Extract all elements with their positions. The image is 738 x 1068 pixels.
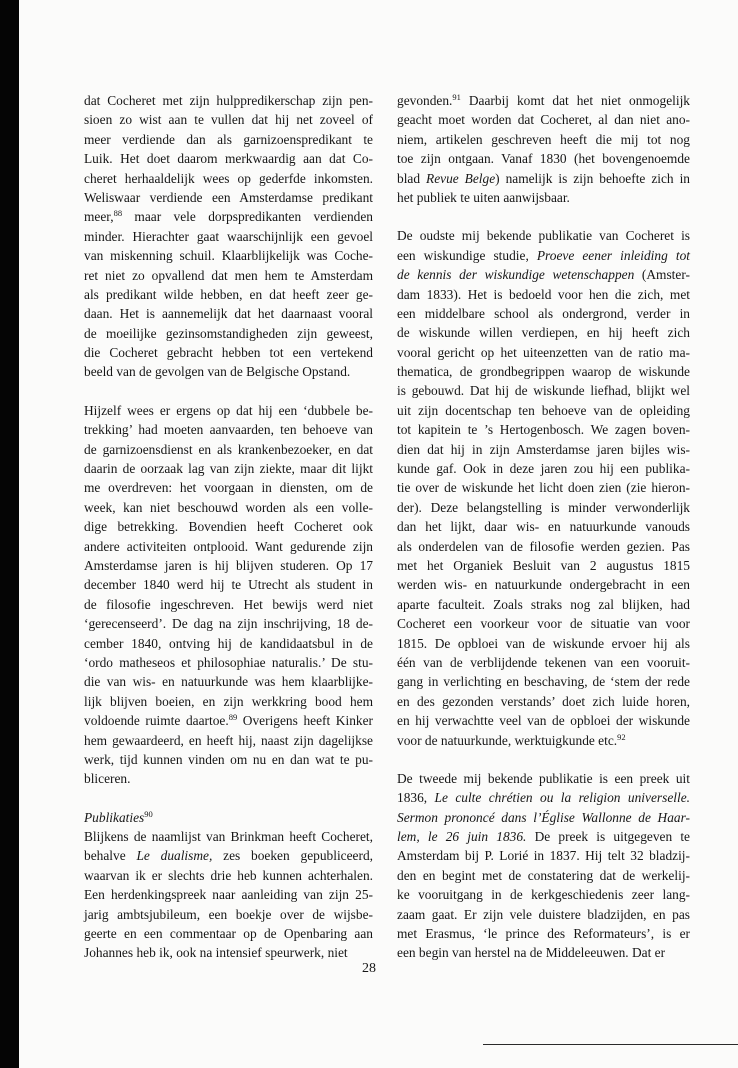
paragraph [84,401,373,789]
footnote-marker: 91 [452,92,461,102]
italic-text: Revue Belge [426,170,496,186]
text-line [84,459,373,478]
text-line [84,304,373,323]
text-run: cheret herhaaldelijk wees op gederfde inkomsten. [84,170,373,186]
italic-text: Le culte chrétien ou la religion universelle. [434,790,690,806]
text-line [397,149,690,168]
text-line [397,401,690,420]
text-run: gang in verlichting en beschaving, de ‘stem der rede [397,674,690,690]
text-line [84,149,373,168]
text-line [397,769,690,788]
text-run: Amsterdam bij P. Lorié in 1837. Hij telt 32 bladzij- [397,848,690,864]
text-run: een begin van herstel na de Middeleeuwen. Dat er [397,945,666,961]
text-line [397,323,690,342]
text-run: Amsterdamse jaren is hij blijven studeren. Op 17 [84,557,373,573]
text-line [84,750,373,769]
text-run: met het Organiek Besluit van 2 augustus 1815 [397,557,690,573]
text-run: gevonden. [397,93,453,108]
text-run: die Cocheret gebracht hebben tot een vertekend [84,345,373,361]
text-line [397,169,690,188]
text-line [84,905,373,924]
text-run: niem, artikelen geschreven heeft die mij tot nog [397,131,690,147]
text-run: waarvan ik er slechts drie heb kunnen achterhalen. [84,867,373,883]
text-line [397,440,690,459]
text-run: is gebouwd. Dat hij de wiskunde liefhad, blijkt wel [397,383,690,399]
text-line [397,846,690,865]
text-run: van miskenning schuil. Klaarblijkelijk was Coche- [84,248,373,264]
text-line [84,246,373,265]
text-line [84,692,373,711]
text-line [84,498,373,517]
text-line [397,459,690,478]
text-run: december 1840 werd hij te Utrecht als student in [84,577,373,593]
text-line [397,808,690,827]
text-line [84,420,373,439]
text-line [84,595,373,614]
text-run: cember 1840, ontving hij de kandidaatsbul in de [84,635,373,651]
text-line [84,866,373,885]
footnote-marker: 90 [144,808,153,819]
italic-text: Le dualisme, [136,848,213,864]
text-run: tot kapitein te ’s Hertogenbosch. We zagen boven- [397,422,690,438]
text-line [397,381,690,400]
section-heading [84,808,373,827]
text-run: de wiskunde willen verdiepen, en hij heeft zich [397,325,690,341]
text-run: week, kan niet beschouwd worden als een volle- [84,499,373,515]
text-line [84,653,373,672]
text-run: sioen zo wist aan te vullen dat hij net zoveel of [84,112,373,128]
text-line [84,769,373,788]
text-line [84,924,373,943]
text-line [397,905,690,924]
text-line [84,91,373,110]
text-run: behalve [84,848,137,864]
text-line [84,575,373,594]
text-run: Blijkens de naamlijst van Brinkman heeft Cocheret, [84,829,373,845]
text-line [397,711,690,730]
text-run: toe zijn ontgaan. Vanaf 1830 (het bovengenoemde [397,151,690,167]
text-line [397,924,690,943]
text-line [84,517,373,536]
text-run: dan het lijkt, daar wis- en natuurkunde vanouds [397,519,690,535]
text-run: ret niet zo opvallend dat men hem te Amsterdam [84,267,373,283]
text-run: ‘gerecenseerd’. De dag na zijn inschrijving, 18 de- [84,616,373,632]
text-run: 1836, [397,790,435,806]
text-run: geacht moet worden dat Cocheret, al dan niet ano- [397,112,690,128]
text-run: zes boeken gepubliceerd, [212,848,373,864]
text-line [397,653,690,672]
text-line [397,130,690,149]
text-line [397,556,690,575]
italic-text: Publikaties [84,809,145,825]
text-line [84,324,373,343]
text-line [397,943,690,962]
text-line [397,517,690,536]
text-run: 1815. De opbloei van de wiskunde ervoer hij als [397,635,690,651]
text-run: dien dat hij in zijn Amsterdamse jaren bijles wis- [397,441,690,457]
text-run: De preek is uitgegeven te [526,829,691,845]
text-line [397,226,690,245]
text-line [84,343,373,362]
text-run: en des gezonden verstands’ doet zich luide horen, [397,693,690,709]
italic-text: de kennis der wiskundige wetenschappen [397,267,635,283]
text-line [84,362,373,381]
text-run: de moeilijke gezinsomstandigheden zijn geweest, [84,325,373,341]
text-line [397,110,690,129]
text-run: Daarbij komt dat het niet onmogelijk [460,93,690,108]
text-line [84,672,373,691]
footnote-marker: 92 [617,731,626,742]
text-line [397,498,690,517]
text-run: den en begint met de constatering dat de werkelij- [397,867,690,883]
text-run: uit zijn docentschap ten behoeve van de opleiding [397,402,690,418]
right-column [397,91,690,963]
text-line [397,362,690,381]
text-line [397,731,690,750]
text-run: en hij verwachtte veel van de opbloei der wiskunde [397,713,690,729]
text-line [84,130,373,149]
text-line [84,266,373,285]
text-run: een middelbare school als ondergrond, verder in [397,305,690,321]
text-run: meer, [84,209,114,225]
text-run: De tweede mij bekende publikatie is een preek uit [397,770,690,786]
text-run: als predikant wilde hebben, en dat heeft zeer ge- [84,286,373,302]
text-line [397,692,690,711]
text-run: jarig ambtsjubileum, een boekje over de wijsbe- [84,906,373,922]
text-line [397,420,690,439]
text-run: (Amster- [634,267,690,283]
paragraph [397,91,690,207]
text-run: dat Cocheret met zijn hulppredikerschap zijn pen- [84,93,373,108]
italic-text: lem, le 26 juin 1836. [397,829,527,845]
text-line [84,110,373,129]
text-run: lijk blijven boeien, en zijn werkkring bood hem [84,693,373,709]
text-run: trekking’ had moeten aanvaarden, ten behoeve van [84,422,373,438]
text-line [397,246,690,265]
paragraph [84,91,373,382]
text-run: als onderdelen van de filosofie werden gezien. Pas [397,538,690,554]
text-line [84,169,373,188]
text-line [84,227,373,246]
text-run: Johannes heb ik, ook na intensief speurwerk, niet [84,945,348,961]
text-run: Overigens heeft Kinker [237,713,373,729]
text-run: voor de natuurkunde, werktuigkunde etc. [397,732,618,748]
text-run: meer verdiende dan als garnizoenspredikant te [84,131,373,147]
text-line [397,634,690,653]
text-run: me overdreven: het voorgaan in diensten, om de [84,480,373,496]
text-line [397,285,690,304]
text-line [397,614,690,633]
text-run: de filosofie ingeschreven. Het bewijs werd niet [84,596,373,612]
text-line [84,207,373,226]
text-run: zaam gaat. Er zijn vele duistere bladzijden, en pas [397,906,690,922]
text-run: beeld van de gevolgen van de Belgische Opstand. [84,364,351,380]
text-line [397,885,690,904]
text-run: kunde gaf. Ook in deze jaren zou hij een publika- [397,461,690,477]
text-line [397,537,690,556]
italic-text: Sermon prononcé dans l’Église Wallonne de Haar- [397,809,690,825]
text-line [84,188,373,207]
paragraph [84,808,373,963]
paragraph [397,769,690,963]
text-run: hem gewaardeerd, en heeft hij, naast zijn dagelijkse [84,732,373,748]
text-run: maar vele dorpspredikanten verdienden [122,209,373,225]
text-run: Cocheret een voorkeur voor de situatie van voor [397,616,690,632]
footnote-marker: 88 [113,208,123,219]
footnote-marker: 89 [228,712,238,723]
text-line [397,304,690,323]
text-line [84,478,373,497]
text-run: thematica, de grondbegrippen waarop de wiskunde [397,364,690,380]
page-number: 28 [362,961,376,976]
text-run: Hijzelf wees er ergens op dat hij een ‘dubbele be- [84,402,373,418]
binding-edge [0,0,19,1068]
text-run: tie over de wiskunde het licht doen zien (zie hieron- [397,480,690,496]
text-run: aparte faculteit. Zoals straks nog zal blijken, had [397,596,690,612]
text-run: Een herdenkingspreek naar aanleiding van zijn 25- [84,887,373,903]
text-run: ke vooruitgang in de kerkgeschiedenis zeer lang- [397,887,690,903]
text-run: bliceren. [84,771,131,787]
left-column [84,91,373,963]
text-line [84,440,373,459]
text-run: die van wis- en natuurkunde was hem klaarblijke- [84,674,373,690]
text-line [397,265,690,284]
text-run: ) namelijk is zijn behoefte zich in [495,170,690,186]
text-run: dam 1833). Het is bedoeld voor hen die zich, met [397,286,690,302]
text-line [84,943,373,962]
text-line [84,885,373,904]
text-run: werk, tijd kunnen vinden om nu en dan wat te pu- [84,751,373,767]
text-run: met Erasmus, ‘le prince des Reformateurs’, is er [397,926,690,942]
text-run: het publiek te uiten aanwijsbaar. [397,189,570,205]
text-line [84,634,373,653]
text-line [397,188,690,207]
text-line [84,401,373,420]
text-line [397,595,690,614]
text-line [84,285,373,304]
text-run: vooral gericht op het uiteenzetten van de ratio ma- [397,344,690,360]
text-line [84,556,373,575]
text-line [397,575,690,594]
text-run: één van de verblijdende tekenen van een vooruit- [397,654,690,670]
text-run: De oudste mij bekende publikatie van Cocheret is [397,228,690,244]
text-line [84,731,373,750]
text-run: de garnizoensdienst en als krankenbezoeker, en dat [84,441,373,457]
text-run: blad [397,170,427,186]
text-line [397,478,690,497]
italic-text: Proeve eener inleiding tot [536,247,690,263]
text-line [397,866,690,885]
text-line [84,537,373,556]
text-run: geerte en een commentaar op de Openbaring aan [84,926,373,942]
text-line [397,788,690,807]
text-line [84,827,373,846]
text-run: dige betrekking. Bovendien heeft Cocheret ook [84,519,373,535]
text-line [84,711,373,730]
text-run: Weliswaar verdiende een Amsterdamse predikant [84,189,373,205]
paragraph [397,226,690,750]
text-line [84,614,373,633]
text-run: andere activiteiten ontplooid. Want gedurende zijn [84,538,373,554]
text-run: werden wis- en natuurkunde ondergebracht in een [397,577,690,593]
text-run: der). Deze belangstelling is minder verwonderlijk [397,499,690,515]
text-line [397,827,690,846]
text-line [84,846,373,865]
text-run: een wiskundige studie, [397,247,537,263]
text-line [397,343,690,362]
text-run: ‘ordo matheseos et philosophiae naturalis.’ De stu- [84,654,373,670]
text-run: daan. Het is aannemelijk dat het daarnaast vooral [84,306,373,322]
text-line [397,91,690,110]
footer-rule [483,1044,738,1045]
text-run: voldoende ruimte daartoe. [84,713,229,729]
text-run: Luik. Het doet daarom merkwaardig aan dat Co- [84,151,373,167]
text-run: minder. Hierachter gaat waarschijnlijk een gevoel [84,228,373,244]
text-run: daarin de oorzaak lag van zijn ziekte, maar dit lijkt [84,461,373,477]
text-line [397,672,690,691]
